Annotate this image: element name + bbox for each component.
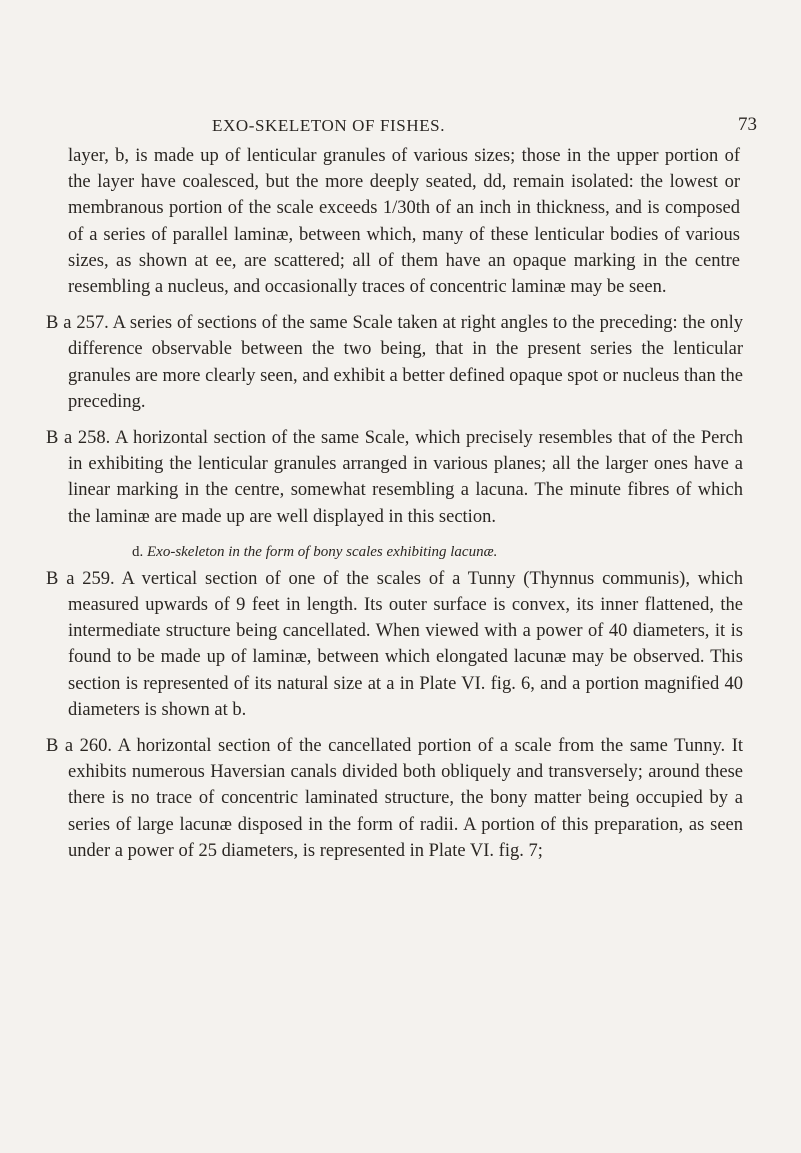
page-number: 73 (738, 114, 757, 135)
subheading-label: d. (132, 543, 144, 560)
entry-ref: B a 259. (46, 568, 115, 589)
catalogue-entry-258 (0, 425, 801, 530)
continuation-paragraph: layer, b, is made up of lenticular granules of various sizes; those in the upper portion of the layer have coalesced, but the more deeply seated, dd, remain isolated: the lowest or membranous portion of the scale exceeds 1/30th of an inch in thickness, and is composed of a series of parallel laminæ, between which, many of these lenticular bodies of various sizes, as shown at ee, are scattered; all of them have an opaque marking in the centre resembling a nucleus, and occasionally traces of concentric laminæ may be seen. (68, 146, 740, 298)
page-body (0, 143, 801, 864)
entry-text: A series of sections of the same Scale taken at right angles to the preceding: the only difference observable between the two being, that in the present series the lenticular granules are more clearly seen, and exhibit a better defined opaque spot or nucleus than the preceding. (68, 313, 744, 412)
page-header (0, 112, 801, 138)
entry-text: A horizontal section of the same Scale, which precisely resembles that of the Perch in exhibiting the lenticular granules arranged in various planes; all the larger ones have a linear marking in the centre, somewhat resembling a lacuna. The minute fibres of which the laminæ are made up are well displayed in this section. (68, 428, 743, 527)
entry-text: A horizontal section of the cancellated portion of a scale from the same Tunny. It exhibits numerous Haversian canals divided both obliquely and transversely; around these there is no trace of concentric laminated structure, the bony matter being occupied by a series of large lacunæ disposed in the form of radii. A portion of this preparation, as seen under a power of 25 diameters, is represented in Plate VI. fig. 7; (68, 736, 743, 861)
catalogue-entry-260 (0, 733, 801, 864)
catalogue-entry-257 (0, 310, 801, 415)
subheading-title: Exo-skeleton in the form of bony scales exhibiting lacunæ. (147, 543, 498, 560)
catalogue-entry-259 (0, 566, 801, 723)
entry-ref: B a 258. (46, 428, 111, 449)
running-title: EXO-SKELETON OF FISHES. (212, 116, 446, 135)
entry-ref: B a 257. (46, 313, 109, 334)
entry-text: A vertical section of one of the scales of a Tunny (Thynnus communis), which measured upwards of 9 feet in length. Its outer surface is convex, its inner flattened, the intermediate structure being cancellated. When viewed with a power of 40 diameters, it is found to be made up of laminæ, between which elongated lacunæ may be observed. This section is represented of its natural size at a in Plate VI. fig. 6, and a portion magnified 40 diameters is shown at b. (68, 568, 744, 720)
section-subheading (0, 540, 801, 564)
entry-ref: B a 260. (46, 736, 113, 757)
